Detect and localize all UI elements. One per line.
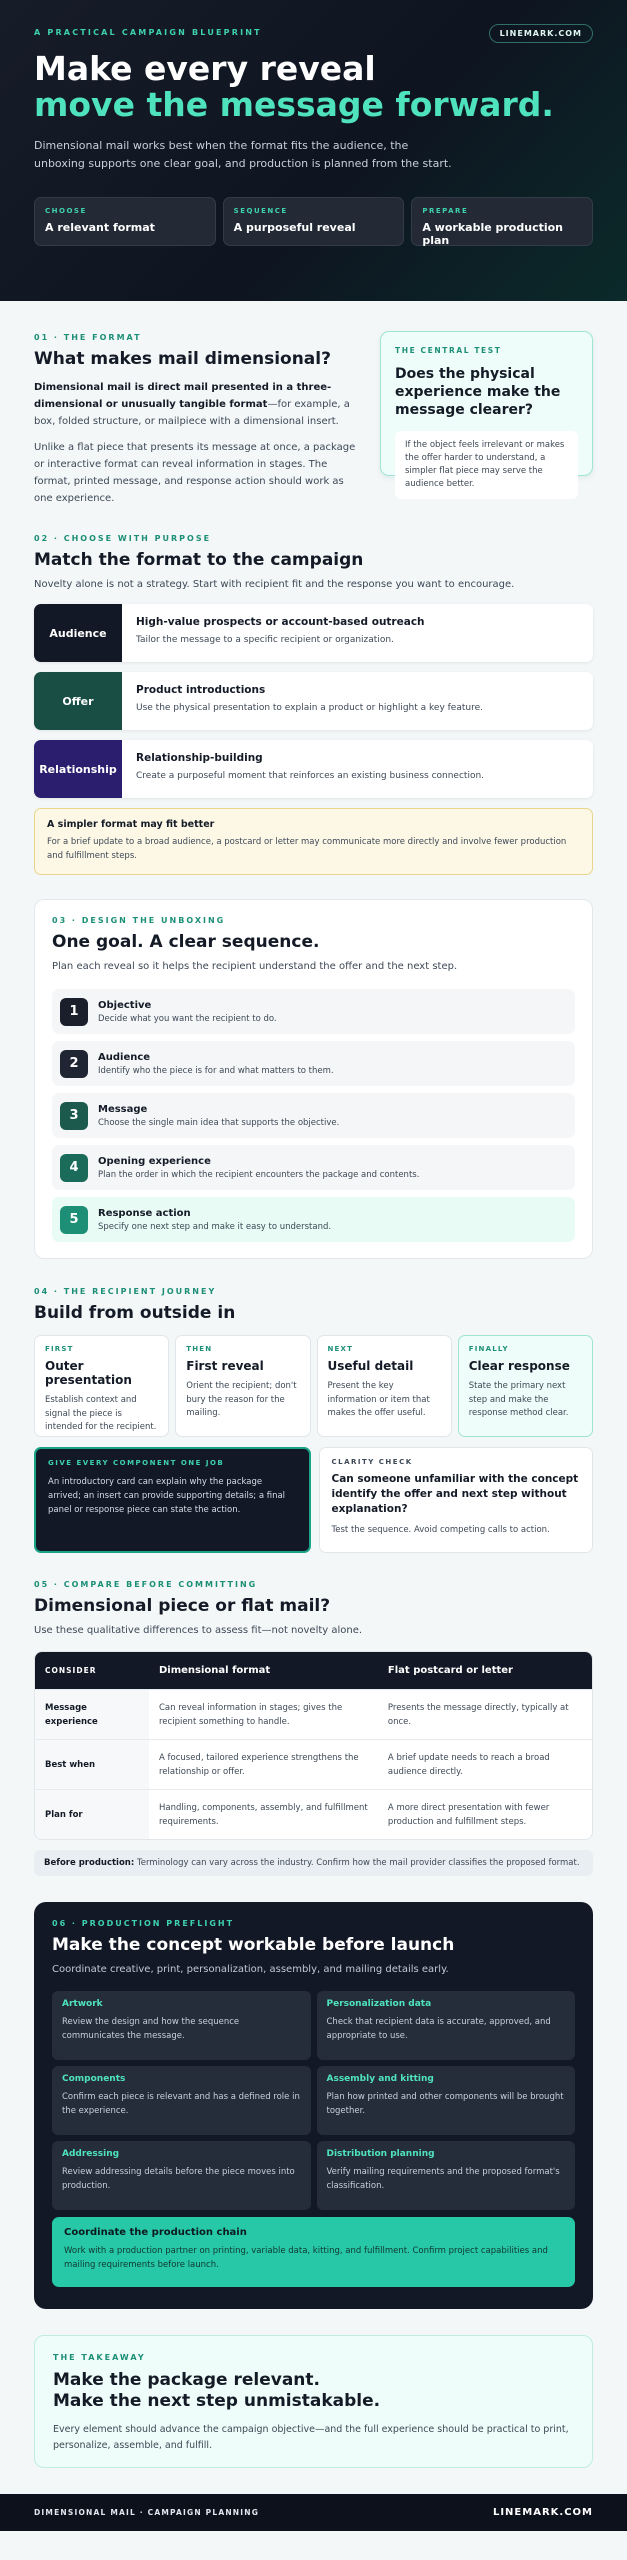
unboxing-section [34,899,593,1259]
hero-card-kicker: PREPARE [422,207,469,215]
prenote-label: Before production: [44,1858,135,1868]
table-header: Flat postcard or letter [378,1652,592,1689]
note-title: A simpler format may fit better [47,819,215,830]
simpler-format-note [34,808,593,875]
section-kicker: 01 · THE FORMAT [34,333,142,342]
callout-text: Test the sequence. Avoid competing calls to action. [331,1525,550,1535]
purpose-desc: Use the physical presentation to explain a product or highlight a key feature. [136,703,483,713]
purpose-row [34,604,593,662]
section-title: Match the format to the campaign [34,550,364,570]
section-title: What makes mail dimensional? [34,349,331,369]
purpose-rows [34,604,593,798]
step-desc: Specify one next step and make it easy to understand. [98,1221,332,1232]
before-production-note [34,1850,593,1876]
stage-desc: Orient the recipient; don't bury the reason for the mailing. [186,1381,297,1418]
table-cell: A focused, tailored experience strengthens the relationship or offer. [149,1739,378,1789]
preflight-item [317,1991,576,2060]
step-desc: Plan the order in which the recipient encounters the package and contents. [98,1169,420,1180]
purpose-title: Product introductions [136,684,266,696]
section-kicker: 06 · PRODUCTION PREFLIGHT [52,1919,235,1928]
hero-card-kicker: CHOOSE [45,207,87,215]
step-item [52,989,575,1034]
preflight-item [52,1991,311,2060]
step-desc: Choose the single main idea that supports the objective. [98,1117,340,1128]
step-desc: Identify who the piece is for and what matters to them. [98,1065,334,1076]
preflight-title: Assembly and kitting [326,2074,434,2084]
takeaway-section [34,2335,593,2468]
chain-title: Coordinate the production chain [64,2227,247,2238]
hero-card [411,197,593,246]
purpose-row [34,672,593,730]
table-row [35,1789,592,1839]
section-intro: Coordinate creative, print, personalization, assembly, and mailing details early. [52,1964,449,1975]
hero [0,0,627,301]
step-number: 4 [60,1154,88,1182]
table-cell: A more direct presentation with fewer production and fulfillment steps. [378,1789,592,1839]
section-title: Make the concept workable before launch [52,1935,455,1955]
section-kicker: 04 · THE RECIPIENT JOURNEY [34,1287,217,1296]
hero-lede: Dimensional mail works best when the format fits the audience, the unboxing supports one clear goal, and production is planned from the start. [34,139,452,170]
title-line: Make every reveal [34,49,376,88]
preflight-desc: Check that recipient data is accurate, approved, and appropriate to use. [326,2017,551,2041]
section-title: Dimensional piece or flat mail? [34,1596,331,1616]
table-row [35,1689,592,1739]
step-number: 3 [60,1102,88,1130]
step-title: Objective [98,999,152,1011]
central-test-question: Does the physical experience make the message clearer? [395,366,561,418]
brand-badge[interactable]: LINEMARK.COM [489,24,593,43]
callout-text: An introductory card can explain why the package arrived; an insert can provide supporting details; a final panel or response piece can state the action. [48,1477,286,1515]
section-title: Build from outside in [34,1303,236,1323]
clarity-question: Can someone unfamiliar with the concept identify the offer and next step without explanation? [331,1473,579,1515]
step-title: Response action [98,1207,191,1219]
preflight-grid [52,1991,575,2210]
purpose-label: Relationship [34,740,122,798]
step-title: Audience [98,1051,151,1063]
hero-card-title: A workable production plan [422,221,564,247]
stage-title: Useful detail [327,1359,414,1373]
preflight-desc: Review addressing details before the piece moves into production. [62,2167,295,2191]
footer-link[interactable]: LINEMARK.COM [492,2507,593,2518]
hero-card-title: A relevant format [45,221,155,234]
section-title: One goal. A clear sequence. [52,932,320,952]
journey-stage [175,1335,310,1437]
step-title: Message [98,1103,148,1115]
table-row [35,1739,592,1789]
purpose-desc: Create a purposeful moment that reinforces an existing business connection. [136,771,485,781]
purpose-section [0,507,627,875]
takeaway-headline [53,2370,574,2412]
comparison-table [34,1651,593,1840]
section-kicker: 03 · DESIGN THE UNBOXING [52,916,226,925]
preflight-desc: Confirm each piece is relevant and has a defined role in the experience. [62,2092,300,2116]
stage-kicker: THEN [186,1345,213,1353]
stage-title: Clear response [468,1359,570,1373]
stage-kicker: FINALLY [468,1345,509,1353]
stage-title: First reveal [186,1359,264,1373]
footer [0,2494,627,2531]
step-number: 2 [60,1050,88,1078]
preflight-section [34,1902,593,2309]
table-cell: Can reveal information in stages; gives the recipient something to handle. [149,1689,378,1739]
format-definition: Dimensional mail is direct mail presented in a three-dimensional or unusually tangible format [34,382,332,410]
step-item [52,1145,575,1190]
step-desc: Decide what you want the recipient to do. [98,1013,277,1024]
callout-kicker: CLARITY CHECK [331,1458,413,1466]
step-item [52,1197,575,1242]
stage-title: Outer presentation [45,1359,132,1387]
table-row-header: Plan for [35,1789,149,1839]
central-test-kicker: THE CENTRAL TEST [395,346,502,355]
table-row-header: Message experience [35,1689,149,1739]
purpose-label: Offer [34,672,122,730]
purpose-row [34,740,593,798]
format-definition-rest: —for example, a box, folded structure, or mailpiece with a dimensional insert. [34,399,350,427]
journey-stages [34,1335,593,1437]
section-intro: Plan each reveal so it helps the recipient understand the offer and the next step. [52,961,458,972]
prenote-text: Terminology can vary across the industry. Confirm how the mail provider classifies the proposed format. [134,1858,580,1868]
journey-stage [34,1335,169,1437]
preflight-desc: Verify mailing requirements and the proposed format's classification. [326,2167,560,2191]
unboxing-steps [52,989,575,1242]
footer-label: DIMENSIONAL MAIL · CAMPAIGN PLANNING [34,2508,260,2517]
hero-cards [34,197,593,246]
stage-desc: Present the key information or item that makes the offer useful. [327,1381,430,1418]
takeaway-line: Make the package relevant. [53,2370,320,2390]
purpose-title: High-value prospects or account-based outreach [136,616,425,628]
table-cell: Handling, components, assembly, and fulfillment requirements. [149,1789,378,1839]
journey-stage [458,1335,593,1437]
preflight-item [52,2141,311,2210]
section-kicker: 02 · CHOOSE WITH PURPOSE [34,534,212,543]
preflight-title: Components [62,2074,126,2084]
central-test-card [380,331,593,489]
preflight-title: Artwork [62,1999,103,2009]
stage-kicker: FIRST [45,1345,74,1353]
preflight-item [52,2066,311,2135]
hero-card-title: A purposeful reveal [233,221,356,234]
production-chain-card [52,2217,575,2287]
preflight-title: Distribution planning [326,2149,435,2159]
hero-card [223,197,405,246]
section-intro: Use these qualitative differences to assess fit—not novelty alone. [34,1625,363,1636]
step-item [52,1093,575,1138]
table-cell: A brief update needs to reach a broad audience directly. [378,1739,592,1789]
takeaway-line: Make the next step unmistakable. [53,2391,381,2411]
journey-callouts [34,1447,593,1553]
page-title [34,51,593,123]
step-number: 1 [60,998,88,1026]
chain-text: Work with a production partner on printing, variable data, kitting, and fulfillment. Confirm project capabilities and mailing requirements before launch. [64,2246,548,2270]
stage-desc: State the primary next step and make the response method clear. [468,1381,569,1418]
callout-kicker: GIVE EVERY COMPONENT ONE JOB [48,1459,225,1467]
central-test-answer: If the object feels irrelevant or makes the offer harder to understand, a simpler flat piece may serve the audience better. [395,431,578,499]
format-paragraph: Unlike a flat piece that presents its message at once, a package or interactive format can reveal information in stages. The format, printed message, and response action should work as one experience. [34,442,356,504]
preflight-title: Addressing [62,2149,120,2159]
format-section [0,301,627,507]
table-header: Dimensional format [149,1652,378,1689]
component-job-card [34,1447,311,1553]
clarity-check-card [319,1447,594,1553]
section-kicker: THE TAKEAWAY [53,2353,146,2362]
step-item [52,1041,575,1086]
hero-card [34,197,216,246]
table-row-header: Best when [35,1739,149,1789]
preflight-item [317,2141,576,2210]
section-kicker: 05 · COMPARE BEFORE COMMITTING [34,1580,258,1589]
preflight-desc: Review the design and how the sequence communicates the message. [62,2017,240,2041]
note-text: For a brief update to a broad audience, a postcard or letter may communicate more directly and involve fewer production and fulfillment steps. [47,837,567,861]
table-cell: Presents the message directly, typically at once. [378,1689,592,1739]
purpose-label: Audience [34,604,122,662]
takeaway-text: Every element should advance the campaign objective—and the full experience should be practical to print, personalize, assemble, and fulfill. [53,2424,569,2451]
step-title: Opening experience [98,1155,211,1167]
hero-card-kicker: SEQUENCE [233,207,288,215]
purpose-desc: Tailor the message to a specific recipient or organization. [136,635,394,645]
preflight-desc: Plan how printed and other components will be brought together. [326,2092,564,2116]
purpose-title: Relationship-building [136,752,263,764]
compare-section [0,1553,627,1876]
journey-stage [317,1335,452,1437]
title-accent: move the message forward. [34,85,554,124]
stage-desc: Establish context and signal the piece is intended for the recipient. [45,1395,157,1432]
table-header-row [35,1652,592,1689]
journey-section [0,1259,627,1553]
step-number: 5 [60,1206,88,1234]
preflight-item [317,2066,576,2135]
format-paragraph [34,379,358,430]
table-header: CONSIDER [35,1652,149,1689]
hero-kicker: A PRACTICAL CAMPAIGN BLUEPRINT [34,28,262,37]
stage-kicker: NEXT [327,1345,354,1353]
section-intro: Novelty alone is not a strategy. Start with recipient fit and the response you want to encourage. [34,579,515,590]
preflight-title: Personalization data [326,1999,432,2009]
